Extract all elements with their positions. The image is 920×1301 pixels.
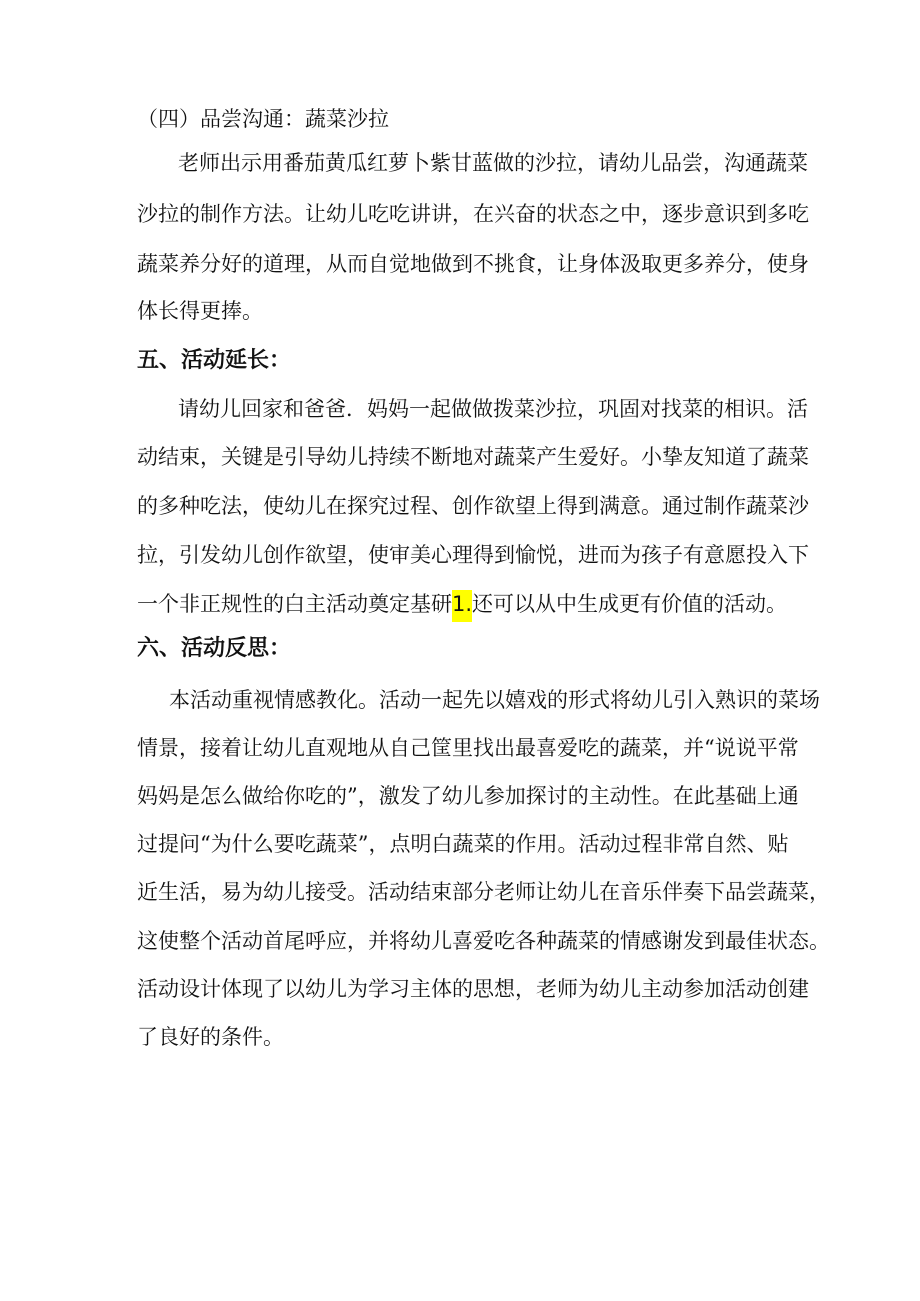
paragraph-line: 沙拉的制作方法。让幼儿吃吃讲讲，在兴奋的状态之中，逐步意识到多吃 bbox=[137, 202, 809, 226]
section-4-title: （四）品尝沟通：蔬菜沙拉 bbox=[137, 107, 389, 131]
line-text-after: 还可以从中生成更有价值的活动。 bbox=[472, 592, 788, 616]
paragraph-line: 妈妈是怎么做给你吃的”，激发了幼儿参加探讨的主动性。在此基础上通 bbox=[137, 784, 799, 808]
paragraph-line: 本活动重视情感教化。活动一起先以嬉戏的形式将幼儿引入熟识的菜场 bbox=[169, 688, 820, 712]
paragraph-line: 的多种吃法，使幼儿在探究过程、创作欲望上得到满意。通过制作蔬菜沙 bbox=[137, 494, 809, 518]
paragraph-line: 蔬菜养分好的道理，从而自觉地做到不挑食，让身体汲取更多养分，使身 bbox=[137, 252, 809, 276]
paragraph-line: 老师出示用番茄黄瓜红萝卜紫甘蓝做的沙拉，请幼儿品尝，沟通蔬菜 bbox=[178, 151, 808, 175]
section-6-heading: 六、活动反思： bbox=[137, 636, 292, 661]
paragraph-line: 这使整个活动首尾呼应，并将幼儿喜爱吃各种蔬菜的情感谢发到最佳状态。 bbox=[137, 929, 830, 953]
paragraph-line: 情景，接着让幼儿直观地从自己筐里找出最喜爱吃的蔬菜，并“说说平常 bbox=[137, 736, 799, 760]
paragraph-line: 请幼儿回家和爸爸．妈妈一起做做拨菜沙拉，巩固对找菜的相识。活 bbox=[178, 397, 808, 421]
paragraph-line: 拉，引发幼儿创作欲望，使审美心理得到愉悦，进而为孩子有意愿投入下 bbox=[137, 543, 809, 567]
highlighted-marker: 1. bbox=[452, 590, 472, 622]
paragraph-line: 活动设计体现了以幼儿为学习主体的思想，老师为幼儿主动参加活动创建 bbox=[137, 977, 809, 1001]
paragraph-line: 动结束，关键是引导幼儿持续不断地对蔬菜产生爱好。小挚友知道了蔬菜 bbox=[137, 445, 809, 469]
section-5-heading: 五、活动延长： bbox=[137, 348, 292, 373]
paragraph-line: 过提问“为什么要吃蔬菜”，点明白蔬菜的作用。活动过程非常自然、贴 bbox=[137, 832, 789, 856]
line-text-before: 一个非正规性的白主活动奠定基研 bbox=[137, 592, 452, 616]
paragraph-line: 近生活，易为幼儿接受。活动结束部分老师让幼儿在音乐伴奏下品尝蔬菜， bbox=[137, 880, 830, 904]
paragraph-line-with-highlight bbox=[137, 589, 787, 619]
paragraph-line: 体长得更捧。 bbox=[137, 299, 263, 323]
paragraph-line: 了良好的条件。 bbox=[137, 1025, 284, 1049]
